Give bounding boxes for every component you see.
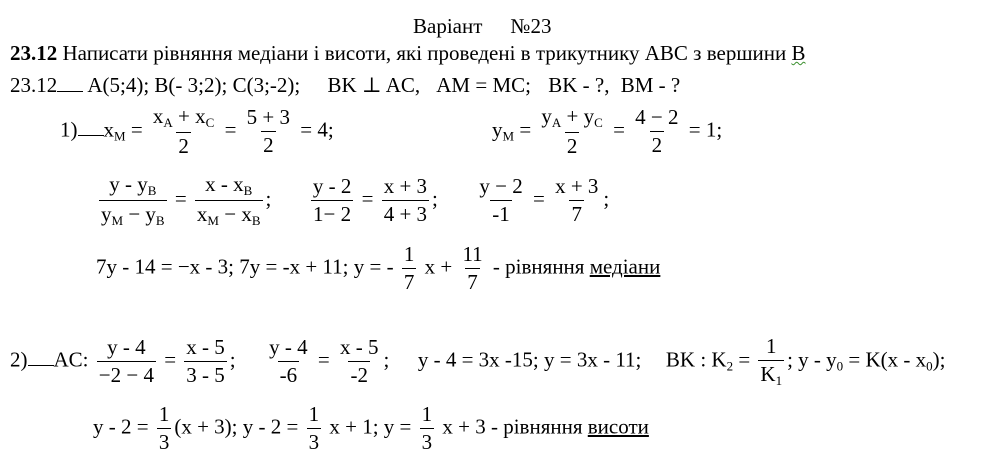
equals-sign: = [738,347,751,372]
ym-symbol: y [492,117,503,142]
substituted-right-fraction: $\frac{x + 3}{4 + 3}$ [383,174,428,226]
point-a: A(5;4); [87,73,150,97]
line-eq-right-fraction: $\frac{x - x_B}{x_M - x_B}$ [196,172,261,228]
equals-sign: = [361,186,374,211]
ac-right-fraction: $\frac{x - 5}{3 - 5}$ [186,335,225,387]
xm-result: = 4; [300,117,334,142]
part1-midpoint-y [492,106,722,157]
median-slope-fraction: $\frac{1}{7}$ [403,242,415,294]
simplified-right-fraction: $\frac{x + 3}{7}$ [555,174,599,226]
part1-midpoint-x [60,106,334,157]
simplified-left-fraction: $\frac{y - 2}{-1}$ [479,174,523,226]
x0-subscript: 0 [926,358,933,374]
part1-line-equation [96,174,609,227]
equals-sign: = [224,117,237,142]
variant-label: Варіант [413,14,483,38]
blank-line [28,351,54,366]
find-bm: BM - ? [620,73,681,97]
part1-label: 1) [60,117,78,142]
perpendicular-slope-fraction: $\frac{1}{K_1}$ [760,334,783,388]
median-intercept-fraction: $\frac{11}{7}$ [462,242,483,294]
semicolon: ; [229,347,236,372]
altitude-slope-fraction: $\frac{1}{3}$ [158,402,170,454]
xm-symbol: x [103,117,114,142]
ym-fraction: $\frac{y_A + y_C}{2}$ [541,104,603,158]
find-bk: BK - ?, [548,73,610,97]
semicolon: ; [432,186,438,211]
median-x-term: x + [424,254,453,279]
equals-sign: = [130,117,143,142]
ym-subscript: M [502,128,515,144]
point-slope-formula-rhs: = K(x - x [843,347,927,372]
point-slope-formula-end: ); [932,347,946,372]
xm-subscript: M [114,128,126,144]
median-steps: 7y - 14 = −x - 3; 7y = -x + 11; y = - [96,254,394,279]
variant-title [413,16,551,37]
equals-sign: = [613,117,625,142]
ym-value-fraction: $\frac{4 - 2}{2}$ [635,105,679,157]
task-vertex: В [791,41,806,65]
variant-number: №23 [510,14,552,38]
altitude-slope-fraction: $\frac{1}{3}$ [308,402,320,454]
semicolon: ; [603,186,610,211]
line-eq-left-fraction: $\frac{y - y_B}{y_M - y_B}$ [101,172,165,228]
altitude-equation [93,404,649,453]
median-caption: - рівняння [492,254,590,279]
median-equation [96,244,660,293]
xm-fraction: $\frac{x_A + x_C}{2}$ [152,104,215,158]
given-id: 23.12 [10,73,58,97]
altitude-word: висоти [587,414,649,439]
blank-line [78,121,104,136]
altitude-step-1: y - 2 = [93,414,149,439]
blank-line [57,77,83,92]
perp-condition: BK ⊥ AC, [327,73,421,97]
given-line [10,75,680,96]
y0-subscript: 0 [836,358,844,374]
median-condition: AM = MC; [436,73,531,97]
substituted-left-fraction: $\frac{y - 2}{1- 2}$ [312,174,352,226]
ym-result: = 1; [688,117,723,142]
equals-sign: = [164,347,177,372]
point-b: B(- 3;2); [154,73,228,97]
ac-slope-steps: y - 4 = 3x -15; y = 3x - 11; [417,347,642,372]
task-id: 23.12 [10,41,58,65]
point-slope-formula: ; y - y [787,347,837,372]
equals-sign: = [317,347,330,372]
ac-label: AC: [53,347,89,372]
equals-sign: = [174,186,187,211]
equals-sign: = [519,117,532,142]
k2-subscript: 2 [726,358,734,374]
xm-value-fraction: $\frac{5 + 3}{2}$ [246,105,290,157]
semicolon: ; [383,347,390,372]
altitude-result: x + 3 [442,414,486,439]
ac-simplified-left: $\frac{y - 4}{-6}$ [269,335,308,387]
altitude-caption: - рівняння [485,414,588,439]
altitude-step-3: x + 1; y = [329,414,412,439]
point-c: C(3;-2); [232,73,301,97]
median-word: медіани [589,254,661,279]
altitude-step-2: (x + 3); y - 2 = [174,414,299,439]
task-text: Написати рівняння медіани і висоти, які проведені в трикутнику АВС з вершини [62,41,787,65]
equals-sign: = [532,186,545,211]
bk-slope-label: BK : K [665,347,727,372]
altitude-slope-fraction: $\frac{1}{3}$ [421,402,433,454]
ac-simplified-right: $\frac{x - 5}{-2}$ [339,335,379,387]
part2-label: 2) [10,347,28,372]
part2-ac-equation [10,336,946,387]
task-statement [10,43,805,64]
semicolon: ; [265,186,272,211]
ac-left-fraction: $\frac{y - 4}{-2 - 4}$ [98,335,154,387]
